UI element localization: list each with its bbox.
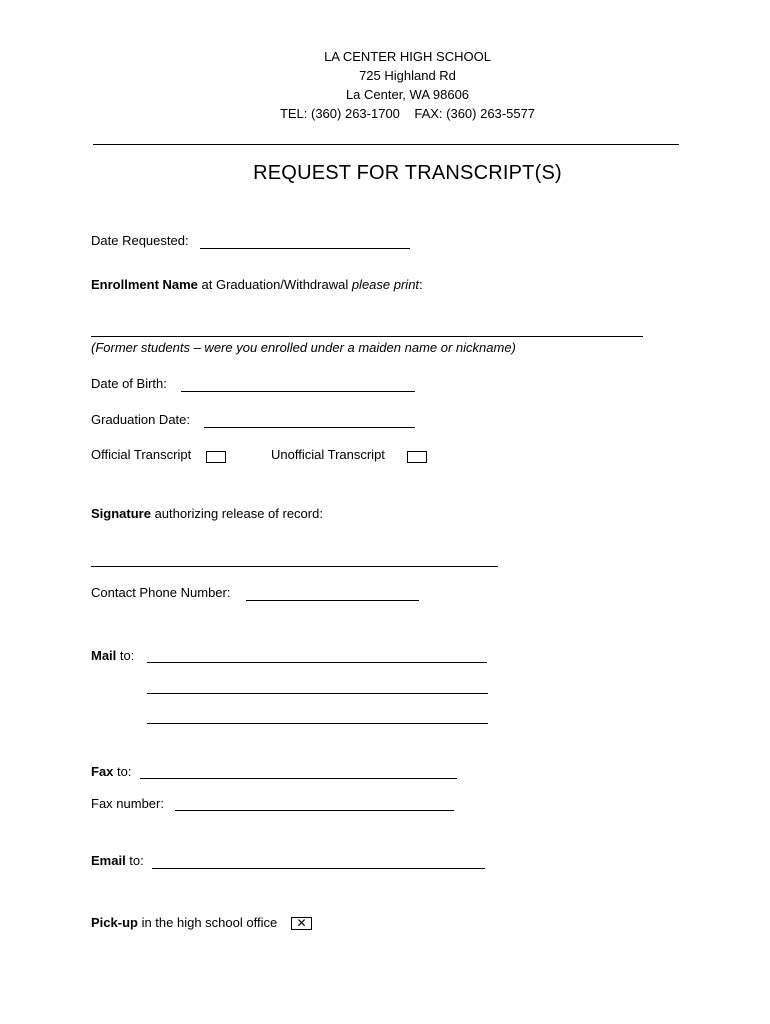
pickup-bold: Pick-up [91,915,138,930]
date-requested-label: Date Requested: [91,233,189,248]
mail-bold: Mail [91,648,117,663]
unofficial-transcript-checkbox[interactable] [407,451,427,463]
graduation-date-field[interactable] [204,427,415,428]
email-to-label [91,853,144,869]
enrollment-name-text: at Graduation/Withdrawal [197,277,352,292]
former-students-note: (Former students – were you enrolled under a maiden name or nickname) [91,340,516,355]
dob-field[interactable] [181,391,415,392]
email-text: to: [125,853,144,868]
fax-bold: Fax [91,764,114,779]
enrollment-name-colon: : [419,277,423,292]
enrollment-name-bold: Enrollment Name [91,277,198,292]
dob-label: Date of Birth: [91,376,167,391]
signature-bold: Signature [91,506,151,521]
signature-text: authorizing release of record: [150,506,323,521]
contact-phone-label: Contact Phone Number: [91,585,231,600]
official-transcript-checkbox[interactable] [206,451,226,463]
email-bold: Email [91,853,126,868]
school-city: La Center, WA 98606 [345,87,470,102]
mail-text: to: [116,648,135,663]
enrollment-name-label [91,277,423,293]
mail-to-label [91,648,134,664]
date-requested-field[interactable] [200,248,410,249]
fax-to-field[interactable] [140,778,457,779]
pickup-checkbox-checked[interactable]: ✕ [291,917,312,930]
pickup-text: in the high school office [137,915,278,930]
enrollment-name-italic: please print [351,277,420,292]
fax-number-field[interactable] [175,810,454,811]
email-to-field[interactable] [152,868,485,869]
signature-field[interactable] [91,566,498,567]
school-contact: TEL: (360) 263-1700 FAX: (360) 263-5577 [279,106,536,121]
school-name: LA CENTER HIGH SCHOOL [324,49,491,64]
contact-phone-field[interactable] [246,600,419,601]
mail-address-line-1[interactable] [147,662,487,663]
header-divider [93,144,679,145]
school-street: 725 Highland Rd [359,68,456,83]
official-transcript-label: Official Transcript [91,447,192,462]
enrollment-name-field[interactable] [91,336,643,337]
page-title: REQUEST FOR TRANSCRIPT(S) [253,162,562,184]
fax-number-label: Fax number: [91,796,164,811]
graduation-date-label: Graduation Date: [91,412,191,427]
signature-label [91,506,323,522]
pickup-label [91,915,277,931]
mail-address-line-3[interactable] [147,723,488,724]
mail-address-line-2[interactable] [147,693,488,694]
unofficial-transcript-label: Unofficial Transcript [271,447,385,462]
fax-to-label [91,764,131,780]
fax-text: to: [113,764,132,779]
